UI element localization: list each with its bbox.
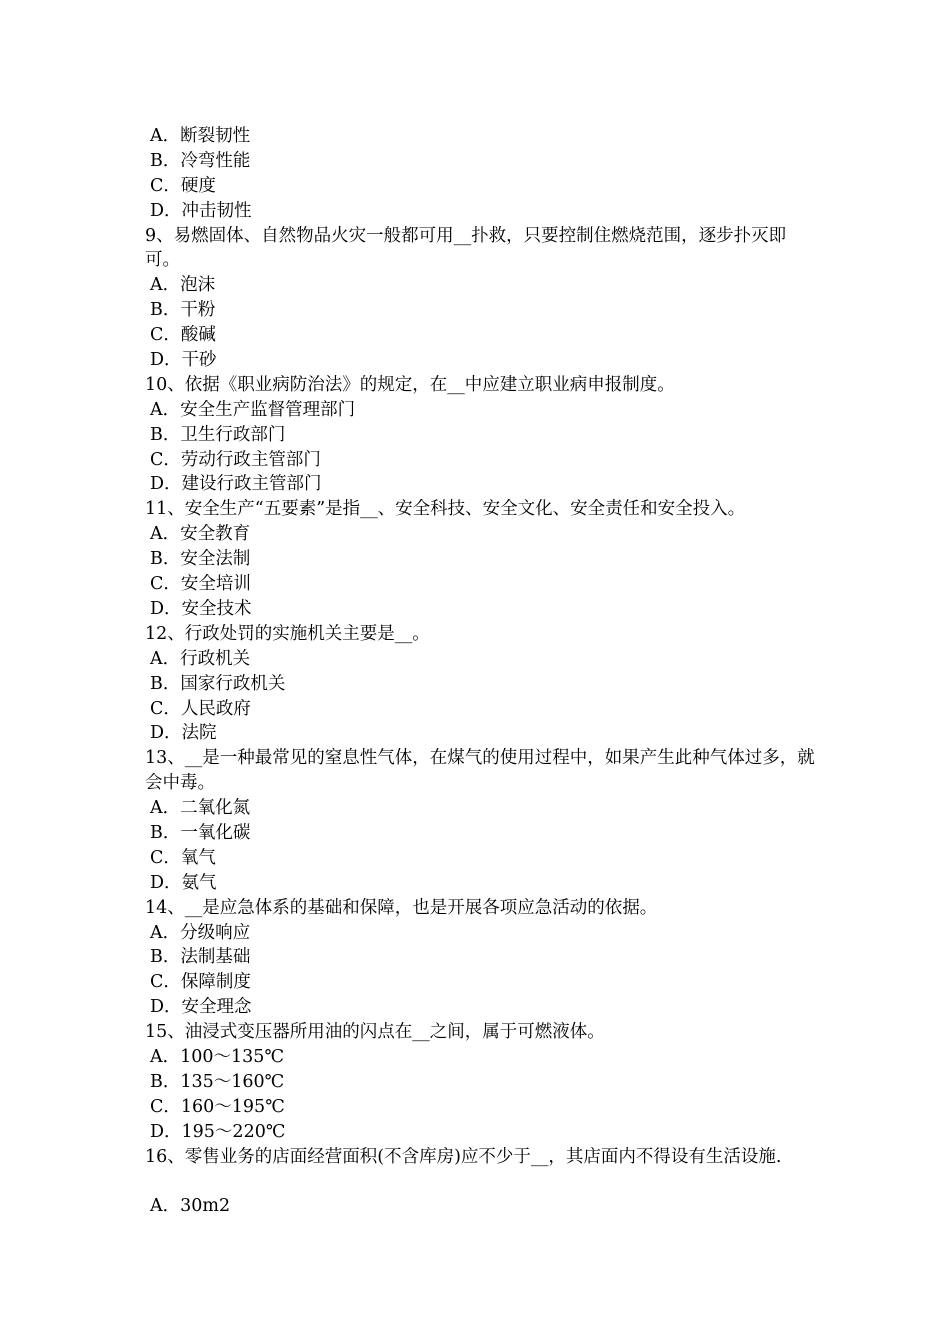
answer-option: B．冷弯性能 — [150, 150, 251, 171]
answer-option: A．安全教育 — [150, 524, 251, 545]
answer-option: A．安全生产监督管理部门 — [150, 399, 356, 420]
answer-option: A．100～135℃ — [150, 1046, 285, 1067]
answer-option: C．安全培训 — [150, 574, 251, 595]
question-text: 13、__是一种最常见的窒息性气体，在煤气的使用过程中，如果产生此种气体过多，就会中毒。 — [145, 748, 815, 794]
answer-option: A．断裂韧性 — [150, 126, 251, 146]
answer-option: A．二氧化氮 — [150, 798, 251, 819]
answer-option: D．法院 — [150, 723, 217, 744]
question-text: 14、__是应急体系的基础和保障，也是开展各项应急活动的依据。 — [145, 897, 658, 918]
answer-option: B．卫生行政部门 — [150, 424, 286, 445]
answer-option: B．国家行政机关 — [150, 673, 286, 694]
answer-option: D．195～220℃ — [150, 1121, 286, 1142]
answer-option: A．泡沫 — [150, 275, 216, 296]
answer-option: A．30m2 — [150, 1196, 231, 1217]
answer-option: B．135～160℃ — [150, 1071, 285, 1092]
answer-option: B．一氧化碳 — [150, 822, 251, 843]
answer-option: D．氨气 — [150, 872, 217, 893]
answer-option: C．劳动行政主管部门 — [150, 449, 321, 470]
answer-option: C．160～195℃ — [150, 1096, 285, 1117]
answer-option: B．安全法制 — [150, 549, 251, 570]
answer-option: D．建设行政主管部门 — [150, 474, 322, 495]
question-text: 15、油浸式变压器所用油的闪点在__之间，属于可燃液体。 — [145, 1022, 605, 1043]
answer-option: A．行政机关 — [150, 648, 251, 669]
answer-option: C．氧气 — [150, 847, 216, 868]
question-text: 9、易燃固体、自然物品火灾一般都可用__扑救，只要控制住燃烧范围，逐步扑灭即可。 — [145, 225, 787, 271]
answer-option: D．安全理念 — [150, 997, 252, 1018]
answer-option: A．分级响应 — [150, 922, 251, 943]
answer-option: C．保障制度 — [150, 972, 251, 993]
answer-option: B．干粉 — [150, 300, 216, 321]
answer-option: D．冲击韧性 — [150, 200, 252, 221]
answer-option: C．酸碱 — [150, 325, 216, 346]
answer-option: B．法制基础 — [150, 947, 251, 968]
question-text: 10、依据《职业病防治法》的规定，在__中应建立职业病申报制度。 — [145, 374, 675, 395]
answer-option: C．人民政府 — [150, 698, 251, 719]
question-text: 16、零售业务的店面经营面积(不含库房)应不少于__，其店面内不得设有生活设施. — [145, 1146, 782, 1167]
question-text: 12、行政处罚的实施机关主要是__。 — [145, 623, 430, 644]
exam-content — [145, 124, 815, 1219]
answer-option: D．安全技术 — [150, 598, 252, 619]
answer-option: C．硬度 — [150, 175, 216, 196]
question-text: 11、安全生产“五要素”是指__、安全科技、安全文化、安全责任和安全投入。 — [145, 499, 746, 520]
answer-option: D．干砂 — [150, 350, 217, 371]
